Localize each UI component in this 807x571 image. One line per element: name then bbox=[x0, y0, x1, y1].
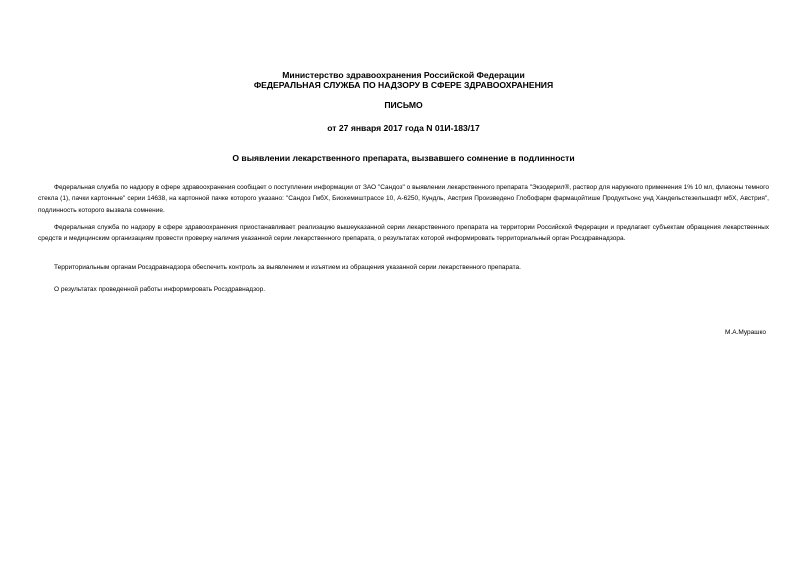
ministry-name: Министерство здравоохранения Российской Федерации bbox=[282, 70, 525, 80]
body-paragraph-3: Территориальным органам Росздравнадзора обеспечить контроль за выявлением и изъятием из обращения указанной серии лекарственного препарата. bbox=[54, 264, 521, 271]
body-paragraph-1: Федеральная служба по надзору в сфере здравоохранения сообщает о поступлении информации от ЗАО "Сандоз" о выявлении лекарственного препарата "Экзодерил®, раствор для наружного применения 1% 10 мл, флаконы темного стекла (1), пачки картонные" серии 14638, на картонной пачке которого указано: "Сандоз ГмбХ, Биохемиштрассе 10, А-6250, Кундль, Австрия Произведено Глобофарм фармацойтише Продуктьонс унд Хандельстезельшафт мбХ, Австрия", подлинность которого вызвала сомнение. bbox=[38, 184, 769, 214]
document-type: ПИСЬМО bbox=[384, 100, 423, 110]
body-paragraph-4: О результатах проведенной работы информировать Росздравнадзор. bbox=[54, 286, 266, 293]
body-paragraph-2: Федеральная служба по надзору в сфере здравоохранения приостанавливает реализацию вышеуказанной серии лекарственного препарата на территории Российской Федерации и предлагает субъектам обращения лекарственных средств и медицинским организациям провести проверку наличия указанной серии лекарственного препарата, о результатах которой информировать территориальный орган Росздравнадзора. bbox=[38, 224, 769, 243]
document-subject: О выявлении лекарственного препарата, вызвавшего сомнение в подлинности bbox=[232, 153, 575, 163]
document-date-number: от 27 января 2017 года N 01И-183/17 bbox=[327, 123, 480, 133]
service-name: ФЕДЕРАЛЬНАЯ СЛУЖБА ПО НАДЗОРУ В СФЕРЕ ЗДРАВООХРАНЕНИЯ bbox=[253, 80, 554, 90]
signature-name: М.А.Мурашко bbox=[724, 329, 766, 336]
